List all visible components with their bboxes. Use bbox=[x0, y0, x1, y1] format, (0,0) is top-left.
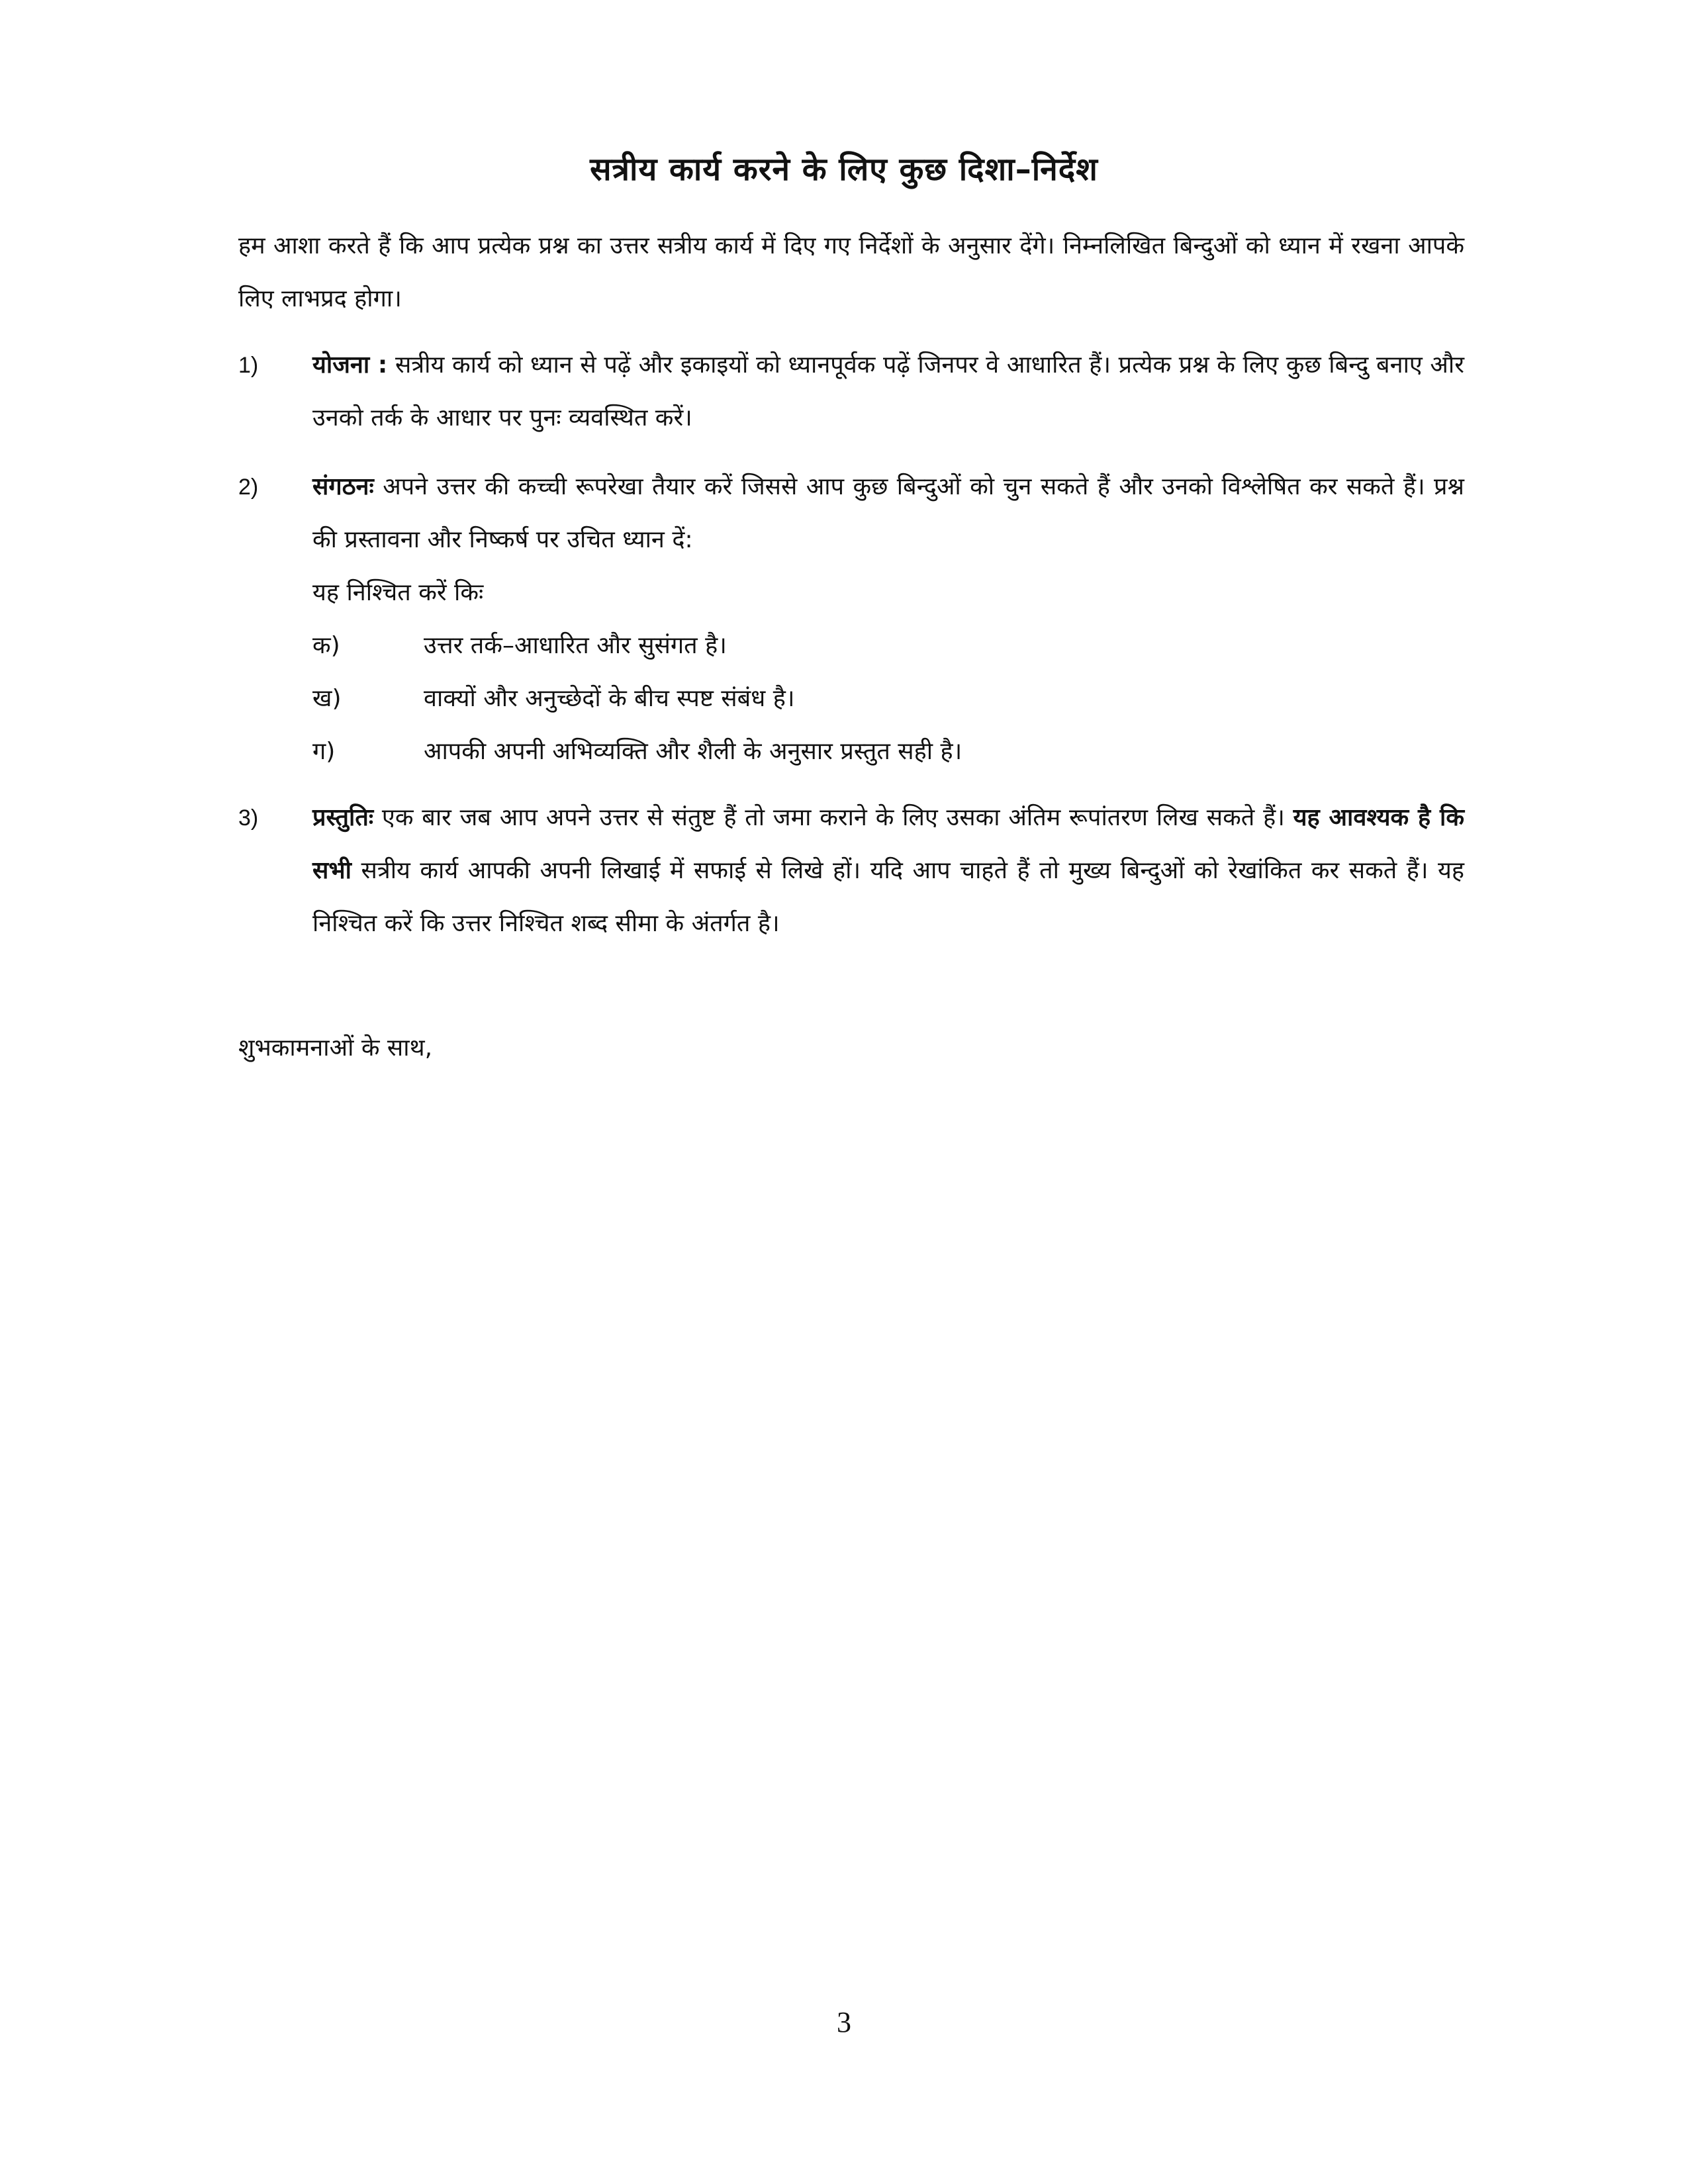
item-body bbox=[312, 792, 1464, 950]
subitem-letter: क) bbox=[312, 632, 340, 659]
item-text: सत्रीय कार्य को ध्यान से पढ़ें और इकाइयों को ध्यानपूर्वक पढ़ें जिनपर वे आधारित हैं। प्रत्येक प्रश्न के लिए कुछ बिन्दु बनाए और उनको तर्क के आधार पर पुनः व्यवस्थित करें। bbox=[312, 351, 1464, 432]
intro-paragraph: हम आशा करते हैं कि आप प्रत्येक प्रश्न का उत्तर सत्रीय कार्य में दिए गए निर्देशों के अनुसार देंगे। निम्नलिखित बिन्दुओं को ध्यान में रखना आपके लिए लाभप्रद होगा। bbox=[238, 232, 1464, 312]
page-title: सत्रीय कार्य करने के लिए कुछ दिशा–निर्देश bbox=[590, 151, 1098, 188]
subitem-ka bbox=[312, 619, 1464, 672]
subitem-text: आपकी अपनी अभिव्यक्ति और शैली के अनुसार प्रस्तुत सही है। bbox=[424, 738, 962, 765]
subitem-letter: ग) bbox=[312, 738, 336, 765]
item-text-after: सत्रीय कार्य आपकी अपनी लिखाई में सफाई से लिखे हों। यदि आप चाहते हैं तो मुख्य बिन्दुओं को रेखांकित कर सकते हैं। यह निश्चित करें कि उत्तर निश्चित शब्द सीमा के अंतर्गत है। bbox=[312, 857, 1464, 937]
item-heading: प्रस्तुतिः bbox=[312, 804, 374, 831]
item-emphasis: यह आवश्यक है कि सभी bbox=[312, 804, 1465, 884]
subitem-kha bbox=[312, 672, 1464, 725]
ensure-label: यह निश्चित करें किः bbox=[312, 579, 484, 606]
item-number: 2) bbox=[238, 475, 259, 500]
item-heading: संगठनः bbox=[312, 473, 374, 500]
subitem-text: वाक्यों और अनुच्छेदों के बीच स्पष्ट संबंध है। bbox=[424, 685, 795, 712]
item-heading: योजना : bbox=[312, 351, 388, 379]
item-number: 1) bbox=[238, 353, 259, 378]
item-number: 3) bbox=[238, 805, 259, 831]
item-paragraph bbox=[312, 461, 1464, 567]
subitem-ga bbox=[312, 725, 1464, 778]
closing-line: शुभकामनाओं के साथ, bbox=[238, 1034, 433, 1062]
page-number: 3 bbox=[837, 2006, 851, 2038]
item-text-before: एक बार जब आप अपने उत्तर से संतुष्ट हैं तो जमा कराने के लिए उसका अंतिम रूपांतरण लिख सकते हैं। bbox=[381, 804, 1285, 831]
item-body bbox=[312, 461, 1464, 778]
item-body bbox=[312, 339, 1464, 445]
item-text: अपने उत्तर की कच्ची रूपरेखा तैयार करें जिससे आप कुछ बिन्दुओं को चुन सकते हैं और उनको विश्लेषित कर सकते हैं। प्रश्न की प्रस्तावना और निष्कर्ष पर उचित ध्यान दें: bbox=[312, 473, 1464, 553]
subitem-text: उत्तर तर्क–आधारित और सुसंगत है। bbox=[424, 632, 727, 659]
subitem-letter: ख) bbox=[312, 685, 342, 712]
